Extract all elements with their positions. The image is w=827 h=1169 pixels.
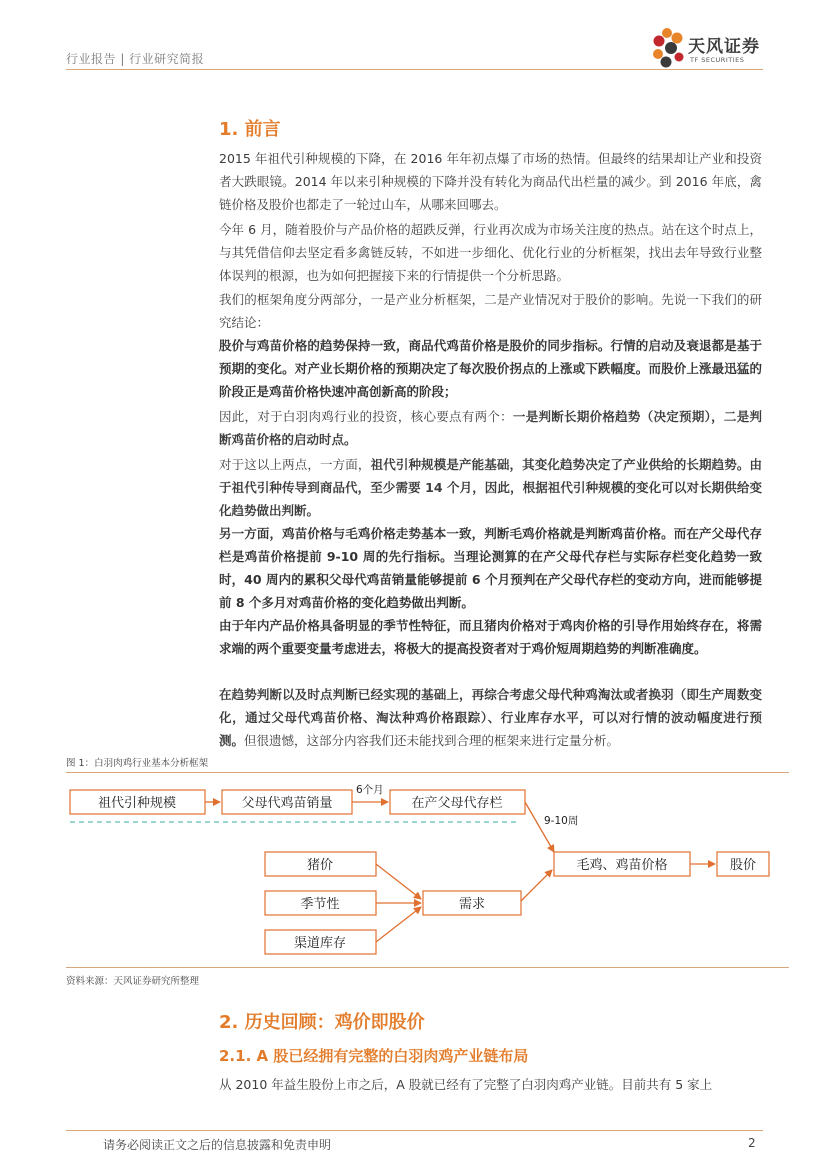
paragraph-6-suffix: 但很遗憾，这部分内容我们还未能找到合理的框架来进行定量分析。 — [244, 733, 620, 748]
section-1-heading: 1. 前言 — [219, 119, 281, 140]
conclusion-paragraph-5: 由于年内产品价格具备明显的季节性特征，而且猪肉价格对于鸡肉价格的引导作用始终存在，将需求端的两个重要变量考虑进去，将极大的提高投资者对于鸡价短周期趋势的判断准确度。 — [219, 618, 762, 656]
node-pork — [265, 852, 376, 876]
conclusion-paragraph-6 — [219, 683, 762, 752]
footer-divider — [66, 1130, 763, 1131]
intro-paragraph-3: 我们的框架角度分两部分，一是产业分析框架，二是产业情况对于股价的影响。先说一下我们的研究结论： — [219, 292, 762, 330]
arrow-stock-to-price — [525, 802, 554, 852]
conclusion-paragraph-3 — [219, 453, 762, 522]
node-demand — [423, 891, 521, 915]
footer-disclaimer: 请务必阅读正文之后的信息披露和免责申明 — [103, 1138, 332, 1152]
analysis-framework-diagram — [66, 778, 789, 963]
figure-caption: 图 1：白羽肉鸡行业基本分析框架 — [66, 758, 209, 769]
node-grandparent — [70, 790, 205, 814]
node-seasonality-label: 季节性 — [300, 897, 340, 912]
nine-ten-weeks-label: 9-10周 — [544, 815, 579, 827]
logo-mark-icon — [650, 26, 690, 72]
logo-text-cn: 天风证券 — [688, 37, 760, 57]
header-divider — [66, 69, 763, 70]
paragraph-3-prefix: 对于这以上两点，一方面， — [219, 457, 371, 472]
section-2-1-heading: 2.1. A 股已经拥有完整的白羽肉鸡产业链布局 — [219, 1047, 529, 1065]
intro-paragraph-2: 今年 6 月，随着股价与产品价格的超跌反弹，行业再次成为市场关注度的热点。站在这个时点上，与其凭借信仰去坚定看多禽链反转，不如进一步细化、优化行业的分析框架，找出去年导致行业整体误判的根源，也为如何把握接下来的行情提供一个分析思路。 — [219, 222, 762, 283]
node-parent-chick-sales — [222, 790, 352, 814]
company-logo — [650, 26, 770, 72]
six-months-label: 6个月 — [356, 784, 384, 796]
node-channel-inventory-label: 渠道库存 — [293, 936, 347, 951]
node-demand-label: 需求 — [458, 897, 486, 912]
header-report-type: 行业报告 | 行业研究简报 — [66, 52, 205, 66]
node-broiler-chick-price — [554, 852, 690, 876]
paragraph-2-emphasis: 一是判断长期价格趋势（决定预期），二是判断鸡苗价格的启动时点。 — [219, 409, 762, 447]
figure-top-divider — [66, 772, 789, 773]
conclusion-paragraph-1: 股价与鸡苗价格的趋势保持一致，商品代鸡苗价格是股价的同步指标。行情的启动及衰退都是基于预期的变化。对产业长期价格的预期决定了每次股价拐点的上涨或下跌幅度。而股价上涨最迅猛的阶段正是鸡苗价格快速冲高创新高的阶段； — [219, 338, 762, 399]
logo-text-en: TF SECURITIES — [690, 56, 745, 64]
page-number: 2 — [748, 1136, 756, 1150]
node-stock-price-label: 股价 — [729, 858, 757, 873]
node-stock-price — [717, 852, 769, 876]
node-grandparent-label: 祖代引种规模 — [97, 796, 177, 811]
node-pork-label: 猪价 — [306, 858, 334, 873]
section-2-paragraph-1: 从 2010 年益生股份上市之后，A 股就已经有了完整了白羽肉鸡产业链。目前共有 5 家上 — [219, 1077, 713, 1092]
arrow-pork-to-demand — [376, 864, 421, 899]
arrow-inventory-to-demand — [376, 907, 421, 942]
paragraph-3-emphasis: 祖代引种规模是产能基础，其变化趋势决定了产业供给的长期趋势。由于祖代引种传导到商品代，至少需要 14 个月，因此，根据祖代引种规模的变化可以对长期供给变化趋势做出判断。 — [219, 457, 762, 518]
intro-paragraph-1: 2015 年祖代引种规模的下降，在 2016 年年初点爆了市场的热情。但最终的结果却让产业和投资者大跌眼镜。2014 年以来引种规模的下降并没有转化为商品代出栏量的减少。到 2016 年底，禽链价格及股价也都走了一轮过山车，从哪来回哪去。 — [219, 151, 762, 212]
node-seasonality — [265, 891, 376, 915]
arrow-demand-to-price — [521, 870, 552, 901]
node-broiler-chick-price-label: 毛鸡、鸡苗价格 — [576, 858, 668, 873]
conclusion-paragraph-4: 另一方面，鸡苗价格与毛鸡价格走势基本一致，判断毛鸡价格就是判断鸡苗价格。而在产父母代存栏是鸡苗价格提前 9-10 周的先行指标。当理论测算的在产父母代存栏与实际存栏变化趋势一致时，40 周内的累积父母代鸡苗销量能够提前 6 个月预判在产父母代存栏的变动方向，进而能够提前 8 个多月对鸡苗价格的变化趋势做出判断。 — [219, 526, 762, 610]
node-parent-stock — [390, 790, 525, 814]
node-channel-inventory — [265, 930, 376, 954]
figure-bottom-divider — [66, 967, 789, 968]
figure-source: 资料来源：天风证券研究所整理 — [66, 976, 200, 987]
section-2-heading: 2. 历史回顾：鸡价即股价 — [219, 1012, 425, 1033]
node-parent-chick-sales-label: 父母代鸡苗销量 — [241, 796, 333, 811]
paragraph-6-emphasis: 在趋势判断以及时点判断已经实现的基础上，再综合考虑父母代种鸡淘汰或者换羽（即生产周数变化，通过父母代鸡苗价格、淘汰种鸡价格跟踪）、行业库存水平，可以对行情的波动幅度进行预测。 — [219, 687, 762, 748]
conclusion-paragraph-2 — [219, 405, 762, 451]
node-parent-stock-label: 在产父母代存栏 — [411, 796, 503, 811]
paragraph-2-prefix: 因此，对于白羽肉鸡行业的投资，核心要点有两个： — [219, 409, 513, 424]
